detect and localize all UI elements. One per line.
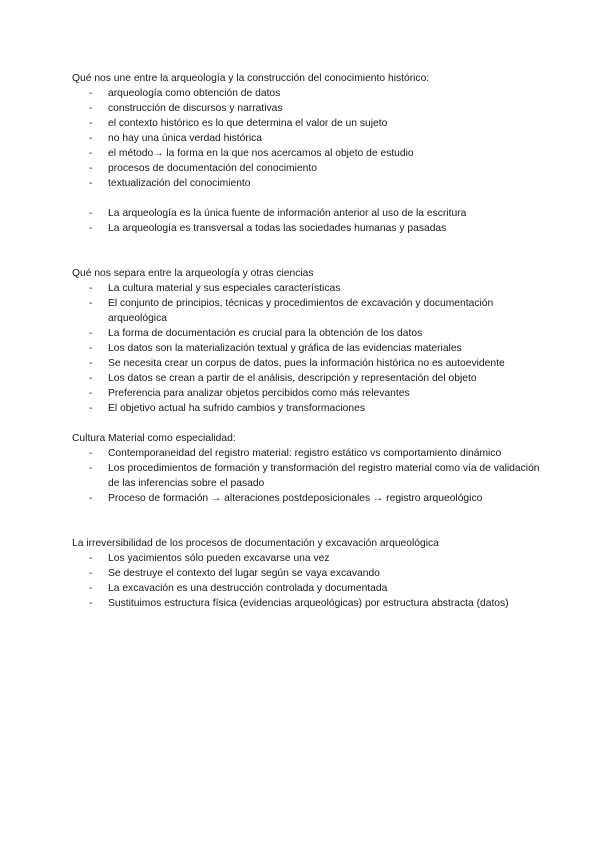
list-item: - Los yacimientos sólo pueden excavarse una vez xyxy=(72,551,542,566)
list-item: - Los datos se crean a partir de el análisis, descripción y representación del objeto xyxy=(72,371,542,386)
list-item: - Contemporaneidad del registro material: registro estático vs comportamiento dinámico xyxy=(72,446,542,461)
list-item: - La excavación es una destrucción controlada y documentada xyxy=(72,581,542,596)
list-item: - Se necesita crear un corpus de datos, pues la información histórica no es autoevidente xyxy=(72,356,542,371)
section-heading: Qué nos separa entre la arqueología y otras ciencias xyxy=(72,268,314,279)
bullet-list xyxy=(72,281,542,416)
list-item: - La arqueología es transversal a todas las sociedades humanas y pasadas xyxy=(72,221,542,236)
list-item: - Proceso de formación → alteraciones postdeposicionales → registro arqueológico xyxy=(72,491,542,506)
list-item: - La forma de documentación es crucial para la obtención de los datos xyxy=(72,326,542,341)
list-item: - arqueología como obtención de datos xyxy=(72,86,542,101)
section-cultura-material xyxy=(72,431,542,506)
list-item: - Los datos son la materialización textual y gráfica de las evidencias materiales xyxy=(72,341,542,356)
document-content xyxy=(72,71,542,611)
list-item: - textualización del conocimiento xyxy=(72,176,542,191)
bullet-list xyxy=(72,206,542,236)
list-item: - procesos de documentación del conocimiento xyxy=(72,161,542,176)
list-item: - Se destruye el contexto del lugar según se vaya excavando xyxy=(72,566,542,581)
list-item: - El objetivo actual ha sufrido cambios y transformaciones xyxy=(72,401,542,416)
list-item: - el contexto histórico es lo que determina el valor de un sujeto xyxy=(72,116,542,131)
list-item: - Sustituimos estructura física (evidencias arqueológicas) por estructura abstracta (datos) xyxy=(72,596,542,611)
bullet-list xyxy=(72,551,542,611)
section-heading: Qué nos une entre la arqueología y la construcción del conocimiento histórico: xyxy=(72,73,430,84)
list-item: - Preferencia para analizar objetos percibidos como más relevantes xyxy=(72,386,542,401)
bullet-list xyxy=(72,446,542,506)
list-item: - el método→ la forma en la que nos acercamos al objeto de estudio xyxy=(72,146,542,161)
section-une xyxy=(72,71,542,236)
section-irreversibilidad xyxy=(72,536,542,611)
section-separa xyxy=(72,266,542,416)
list-item: - La arqueología es la única fuente de información anterior al uso de la escritura xyxy=(72,206,542,221)
section-heading: Cultura Material como especialidad: xyxy=(72,433,236,444)
list-item: - Los procedimientos de formación y transformación del registro material como vía de validación de las inferencias sobre el pasado xyxy=(72,461,542,491)
section-heading: La irreversibilidad de los procesos de documentación y excavación arqueológica xyxy=(72,538,439,549)
bullet-list xyxy=(72,86,542,191)
list-item: - La cultura material y sus especiales características xyxy=(72,281,542,296)
list-item: - no hay una única verdad histórica xyxy=(72,131,542,146)
list-item: - construcción de discursos y narrativas xyxy=(72,101,542,116)
list-item: - El conjunto de principios, técnicas y procedimientos de excavación y documentación arqueológica xyxy=(72,296,542,326)
